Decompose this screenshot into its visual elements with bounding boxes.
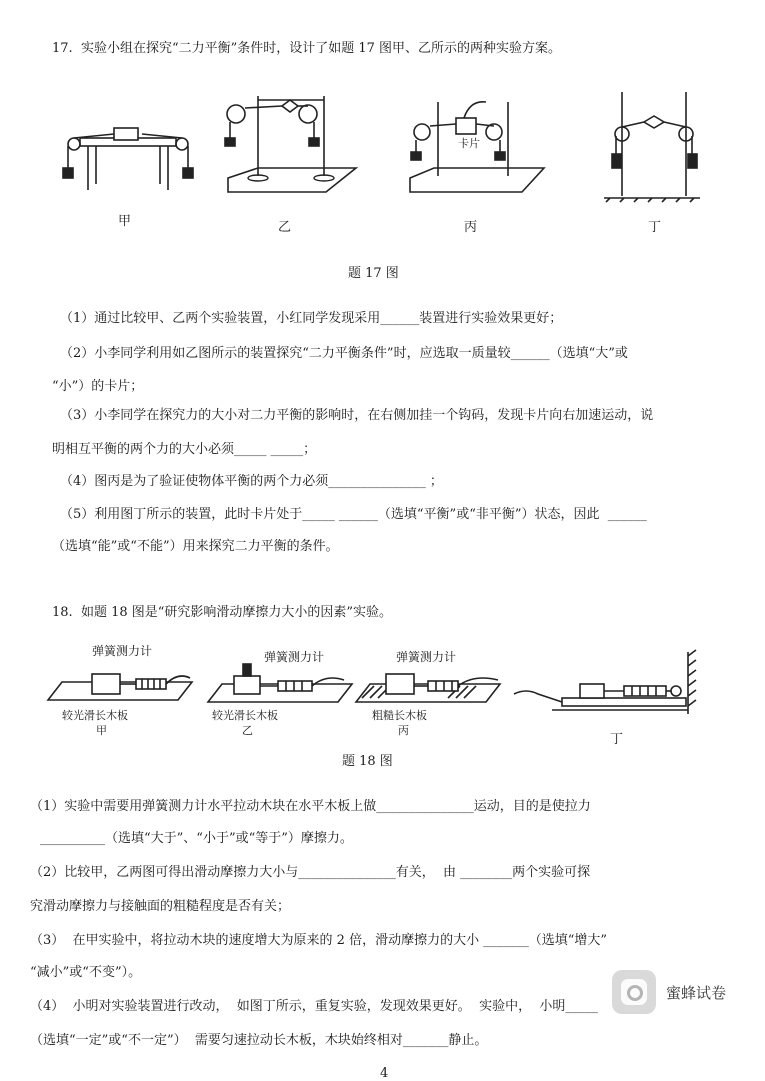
figure-18-label-jia: 甲 <box>96 724 107 737</box>
question-17-stem: 17. 实验小组在探究“二力平衡”条件时，设计了如题 17 图甲、乙所示的两种实验方案。 <box>52 41 562 56</box>
card-label: 卡片 <box>458 137 480 150</box>
figure-18-label-ding: 丁 <box>610 732 624 747</box>
figure-18-label-yi: 乙 <box>242 724 253 737</box>
q18-item-3: （3） 在甲实验中，将拉动木块的速度增大为原来的 2 倍，滑动摩擦力的大小 _______（选填“增大” <box>30 933 607 948</box>
q17-item-5-cont: （选填“能”或“不能”）用来探究二力平衡的条件。 <box>52 539 339 554</box>
meter-label-yi: 弹簧测力计 <box>264 650 325 664</box>
board-label-jia: 较光滑长木板 <box>62 709 128 722</box>
board-label-yi: 较光滑长木板 <box>212 709 278 722</box>
app-logo-icon <box>612 970 656 1014</box>
figure-18-ding <box>508 650 704 720</box>
watermark-text: 蜜蜂试卷 <box>666 983 727 1002</box>
figure-17-label-ding: 丁 <box>648 220 662 235</box>
q18-item-4-cont: （选填“一定”或“不一定”） 需要匀速拉动长木板，木块始终相对_______静止。 <box>30 1033 488 1048</box>
figure-17-label-yi: 乙 <box>278 220 292 235</box>
figure-18-bing <box>352 662 502 706</box>
figure-18-label-bing: 丙 <box>398 724 409 737</box>
q18-item-2-cont: 究滑动摩擦力与接触面的粗糙程度是否有关； <box>30 899 291 914</box>
watermark <box>612 970 726 1014</box>
q18-item-2: （2）比较甲，乙两图可得出滑动摩擦力大小与_______________有关， 由 ________两个实验可探 <box>30 865 591 880</box>
q17-item-1: （1）通过比较甲、乙两个实验装置，小红同学发现采用______装置进行实验效果更好； <box>60 311 563 326</box>
figure-18-yi <box>204 662 354 706</box>
figure-17-label-bing: 丙 <box>464 220 478 235</box>
q18-item-1: （1）实验中需要用弹簧测力计水平拉动木块在水平木板上做_______________运动，目的是使拉力 <box>30 799 591 814</box>
meter-label-bing: 弹簧测力计 <box>396 650 457 664</box>
q17-item-3-cont: 明相互平衡的两个力的大小必须_____ _____； <box>52 442 317 457</box>
figure-18-jia <box>44 660 194 706</box>
board-label-bing: 粗糙长木板 <box>372 709 427 722</box>
q17-item-4: （4）图丙是为了验证使物体平衡的两个力必须_______________ ； <box>60 474 443 489</box>
q18-item-1-cont: __________（选填“大于”、“小于”或“等于”）摩擦力。 <box>40 831 353 846</box>
q18-item-3-cont: “减小”或“不变”）。 <box>30 965 142 980</box>
q17-item-2: （2）小李同学利用如乙图所示的装置探究“二力平衡条件”时，应选取一质量较______（选填“大”或 <box>60 346 628 361</box>
figure-17-ding <box>600 92 710 208</box>
figure-17-jia <box>58 128 198 208</box>
page-number: 4 <box>380 1066 389 1081</box>
meter-label-jia: 弹簧测力计 <box>92 644 153 658</box>
question-18-stem: 18. 如题 18 图是“研究影响滑动摩擦力大小的因素”实验。 <box>52 605 393 620</box>
figure-17-label-jia: 甲 <box>118 214 132 229</box>
q17-item-2-cont: “小”）的卡片； <box>52 379 144 394</box>
figure-17-caption: 题 17 图 <box>348 266 399 281</box>
figure-18-caption: 题 18 图 <box>342 754 393 769</box>
q17-item-3: （3）小李同学在探究力的大小对二力平衡的影响时，在右侧加挂一个钩码，发现卡片向右加速运动，说 <box>60 408 654 423</box>
q18-item-4: （4） 小明对实验装置进行改动， 如图丁所示，重复实验，发现效果更好。 实验中， 小明_____ <box>30 999 598 1014</box>
q17-item-5: （5）利用图丁所示的装置，此时卡片处于_____ ______（选填“平衡”或“非平衡”）状态，因此 ______ <box>60 507 647 522</box>
figure-17-yi <box>218 88 358 198</box>
